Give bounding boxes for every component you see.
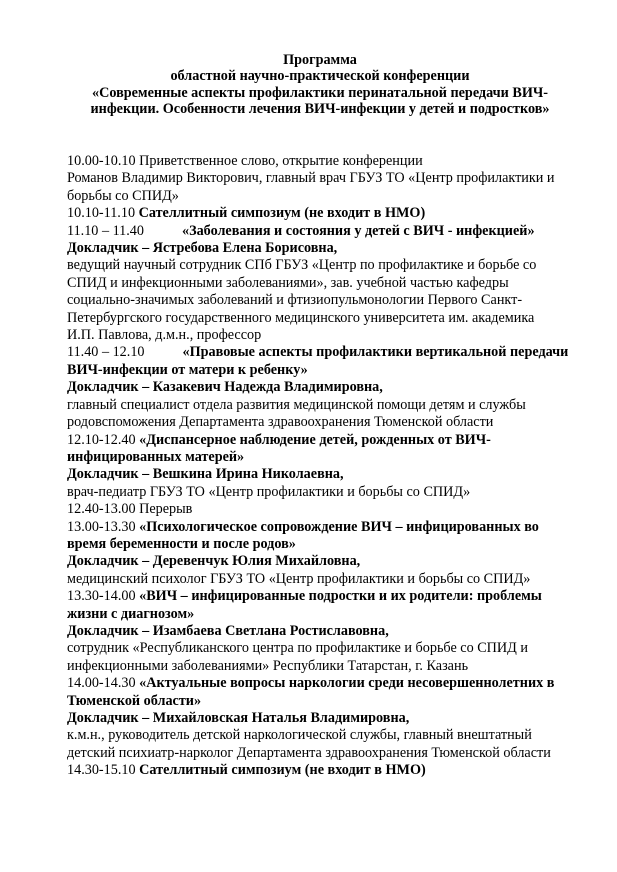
agenda-item-talk — [67, 519, 587, 536]
header-conference-type: областной научно-практической конференции — [170, 68, 470, 85]
item-title: «Психологическое сопровождение ВИЧ – инфицированных во — [139, 518, 539, 535]
agenda-item-talk — [67, 432, 587, 449]
agenda-item-satellite-1 — [67, 205, 587, 222]
time-slot: 11.10 – 11.40 — [67, 222, 144, 239]
speaker-details: к.м.н., руководитель детской наркологической службы, главный внештатный — [67, 727, 532, 744]
time-slot: 10.00-10.10 — [67, 153, 136, 169]
time-slot: 14.00-14.30 — [67, 675, 136, 692]
speaker-details: главный специалист отдела развития медицинской помощи детям и службы — [67, 396, 526, 413]
speaker-name: Докладчик – Изамбаева Светлана Ростиславовна, — [67, 622, 389, 639]
item-title: «Актуальные вопросы наркологии среди несовершеннолетних в — [139, 675, 555, 692]
item-title-cont: ВИЧ-инфекции от матери к ребенку» — [67, 361, 308, 378]
speaker-details: родовспоможения Департамента здравоохранения Тюменской области — [67, 414, 494, 431]
time-slot: 13.30-14.00 — [67, 588, 136, 605]
header-conference-name: «Современные аспекты профилактики перинатальной передачи ВИЧ- — [92, 84, 548, 101]
speaker-details: детский психиатр-нарколог Департамента здравоохранения Тюменской области — [67, 744, 551, 761]
speaker-details: борьбы со СПИД» — [67, 187, 179, 204]
speaker-name: Докладчик – Вешкина Ирина Николаевна, — [67, 466, 344, 483]
speaker-name: Докладчик – Деревенчук Юлия Михайловна, — [67, 553, 361, 570]
time-slot: 12.10-12.40 — [67, 431, 136, 448]
item-title-cont: инфицированных матерей» — [67, 448, 245, 465]
item-title: «Заболевания и состояния у детей с ВИЧ - инфекцией» — [181, 222, 535, 239]
item-title: «ВИЧ – инфицированные подростки и их родители: проблемы — [139, 588, 542, 605]
agenda-item-satellite-2 — [67, 762, 587, 779]
program-header — [40, 52, 600, 118]
time-slot: 12.40-13.00 — [67, 501, 136, 518]
speaker-details: И.П. Павлова, д.м.н., профессор — [67, 327, 262, 344]
header-title: Программа — [283, 52, 357, 68]
speaker-details: Петербургского государственного медицинского университета им. академика — [67, 309, 535, 326]
header-conference-name-cont: инфекции. Особенности лечения ВИЧ-инфекции у детей и подростков» — [90, 101, 550, 118]
program-schedule — [67, 153, 587, 780]
agenda-item-opening — [67, 153, 587, 170]
item-text: Приветственное слово, открытие конференции — [139, 153, 423, 169]
agenda-item-break — [67, 501, 587, 518]
speaker-name: Докладчик – Казакевич Надежда Владимировна, — [67, 379, 383, 396]
speaker-details: сотрудник «Республиканского центра по профилактике и борьбе со СПИД и — [67, 640, 528, 657]
speaker-details: Романов Владимир Викторович, главный врач ГБУЗ ТО «Центр профилактики и — [67, 170, 555, 187]
speaker-name: Докладчик – Михайловская Наталья Владимировна, — [67, 710, 410, 726]
item-title-cont: Тюменской области» — [67, 692, 202, 709]
agenda-item-talk — [67, 344, 587, 361]
speaker-details: социально-значимых заболеваний и фтизиопульмонологии Первого Санкт- — [67, 292, 523, 309]
time-slot: 11.40 – 12.10 — [67, 344, 145, 361]
item-title-cont: время беременности и после родов» — [67, 535, 296, 552]
speaker-details: инфекционными заболеваниями» Республики Татарстан, г. Казань — [67, 657, 469, 674]
agenda-item-talk — [67, 223, 587, 240]
time-slot: 10.10-11.10 — [67, 205, 136, 222]
item-text: Перерыв — [139, 501, 193, 518]
item-title: «Правовые аспекты профилактики вертикальной передачи — [182, 344, 569, 361]
speaker-details: врач-педиатр ГБУЗ ТО «Центр профилактики и борьбы со СПИД» — [67, 483, 471, 500]
item-title: Сателлитный симпозиум (не входит в НМО) — [138, 205, 426, 222]
speaker-details: СПИД и инфекционными заболеваниями», зав. учебной частью кафедры — [67, 274, 509, 291]
speaker-details: медицинский психолог ГБУЗ ТО «Центр профилактики и борьбы со СПИД» — [67, 570, 531, 587]
time-slot: 13.00-13.30 — [67, 518, 136, 535]
agenda-item-talk — [67, 588, 587, 605]
speaker-details: ведущий научный сотрудник СПб ГБУЗ «Центр по профилактике и борьбе со — [67, 257, 537, 274]
time-slot: 14.30-15.10 — [67, 762, 136, 779]
agenda-item-talk — [67, 675, 587, 692]
item-title-cont: жизни с диагнозом» — [67, 605, 195, 622]
speaker-name: Докладчик – Ястребова Елена Борисовна, — [67, 240, 338, 257]
item-title: «Диспансерное наблюдение детей, рожденных от ВИЧ- — [139, 431, 491, 448]
item-title: Сателлитный симпозиум (не входит в НМО) — [139, 762, 426, 779]
